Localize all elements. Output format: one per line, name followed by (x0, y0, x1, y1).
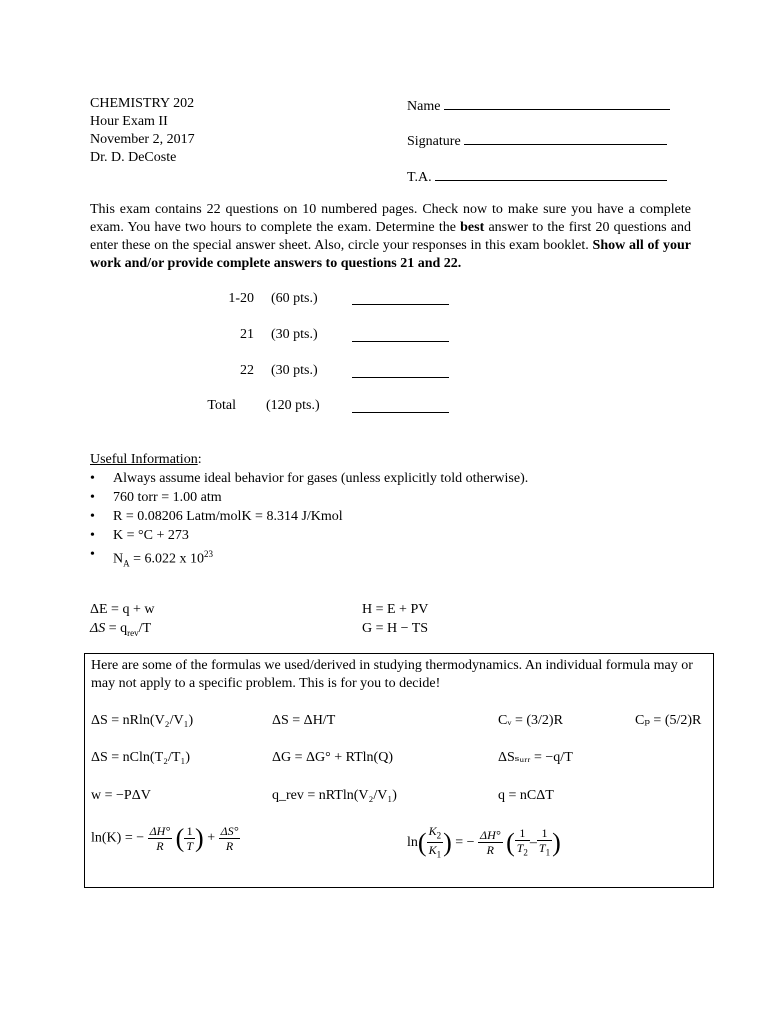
cc-k2: K (428, 824, 437, 838)
vh-dh: ΔH° (149, 824, 171, 838)
list-item: • Always assume ideal behavior for gases (unless explicitly told otherwise). (90, 469, 528, 488)
vh-one: 1 (186, 824, 193, 838)
formula-box (84, 653, 714, 888)
paren-open: ( (175, 823, 185, 853)
paren-close: ) (552, 827, 561, 857)
cc-t1: T (538, 841, 546, 856)
cc-r: R (478, 842, 503, 857)
list-item: • 760 torr = 1.00 atm (90, 488, 528, 507)
score-blank[interactable] (352, 340, 449, 342)
cc-t2: T (516, 841, 524, 856)
eq-entropy (90, 620, 151, 642)
formula-work: w = −PΔV (91, 788, 151, 803)
score-points: (30 pts.) (271, 363, 318, 378)
instructions-paragraph (90, 201, 691, 273)
name-label: Name (407, 99, 441, 114)
course-title: CHEMISTRY 202 (90, 96, 195, 111)
vh-r2: R (219, 838, 241, 853)
signature-field[interactable] (407, 130, 667, 151)
score-total-blank[interactable] (352, 411, 449, 413)
list-item: • R = 0.08206 Latm/molK = 8.314 J/Kmol (90, 507, 528, 526)
formula-van-t-hoff (91, 824, 240, 853)
score-label: 21 (240, 327, 254, 342)
cc-frac-k (427, 824, 444, 862)
signature-label: Signature (407, 134, 461, 149)
formula-heat: q = nCΔT (498, 788, 554, 803)
signature-line[interactable] (464, 130, 667, 145)
paren-open: ( (506, 827, 515, 857)
vh-t: T (186, 839, 194, 853)
vh-ds: ΔS° (220, 824, 239, 838)
ta-label: T.A. (407, 170, 432, 185)
avogadro-value: = 6.022 x 10 (129, 551, 205, 567)
cc-k2-sub: 2 (436, 830, 442, 841)
vh-r: R (148, 838, 173, 853)
score-blank[interactable] (352, 303, 449, 305)
cc-t2-sub: 2 (523, 847, 528, 858)
formula-gibbs-q: ΔG = ΔG° + RTln(Q) (272, 750, 393, 765)
avogadro-n: N (113, 551, 124, 567)
cc-k1: K (428, 843, 437, 858)
vh-minus: − (136, 830, 145, 846)
instructor: Dr. D. DeCoste (90, 150, 177, 165)
cc-dh: ΔH° (480, 828, 501, 843)
paren-open: ( (417, 827, 427, 857)
paren-close: ) (443, 827, 452, 857)
eq-enthalpy: H = E + PV (362, 602, 429, 617)
intro-bold-best: best (460, 220, 485, 235)
paren-close: ) (195, 823, 204, 853)
cc-dash: – (529, 834, 537, 850)
name-field[interactable] (407, 95, 670, 116)
formula-entropy-volume: ΔS = nRln(V₂/V₁) (91, 713, 194, 728)
vh-plus: + (207, 830, 216, 846)
formula-box-intro: Here are some of the formulas we used/derived in studying thermodynamics. An individual formula may or may not apply to a specific problem. This is for you to decide! (91, 658, 693, 691)
score-total-label: Total (207, 398, 236, 413)
formula-qrev: q_rev = nRTln(V₂/V₁) (272, 788, 397, 803)
cc-t1-sub: 1 (545, 847, 551, 858)
cc-ln: ln (407, 834, 418, 850)
cc-eq: = − (455, 834, 475, 850)
eq-entropy-sub: rev (127, 627, 139, 638)
ta-field[interactable] (407, 166, 667, 187)
useful-info-heading-line: Useful Information: (90, 452, 202, 467)
vh-frac-dh (148, 824, 173, 853)
score-blank[interactable] (352, 376, 449, 378)
score-total-points: (120 pts.) (266, 398, 320, 413)
eq-entropy-rhs: = q (105, 621, 128, 636)
formula-entropy-surr: ΔSₛᵤᵣᵣ = −q/T (498, 750, 573, 765)
intro-text-a: This exam contains 22 questions on 10 numbered pages. Check now to make sure you have a complete exam. You have two hours to complete the exam. Determine the (90, 202, 691, 235)
exam-title: Hour Exam II (90, 114, 168, 129)
cc-k1-sub: 1 (436, 849, 442, 860)
eq-entropy-sym: ΔS (90, 621, 106, 636)
cc-one: 1 (519, 826, 526, 841)
eq-entropy-tail: /T (138, 621, 152, 636)
eq-energy: ΔE = q + w (90, 602, 155, 617)
formula-cp: Cₚ = (5/2)R (635, 713, 702, 728)
avogadro-sub: A (123, 558, 130, 569)
eq-gibbs: G = H − TS (362, 621, 429, 636)
formula-cv: Cᵥ = (3/2)R (498, 713, 563, 728)
cc-frac-dh (478, 828, 503, 857)
formula-entropy-phase: ΔS = ΔH/T (272, 713, 336, 728)
vh-lhs: ln(K) = (91, 830, 133, 846)
list-item-avogadro (90, 545, 528, 573)
ta-line[interactable] (435, 166, 667, 181)
score-points: (30 pts.) (271, 327, 318, 342)
exam-date: November 2, 2017 (90, 132, 195, 147)
intro-text-b: answer to the first 20 questions and enter these on the special answer sheet. Also, circle your responses in this exam booklet. (90, 220, 691, 253)
cc-one2: 1 (541, 826, 548, 841)
intro-bold-show-work: Show all of your work and/or provide complete answers to questions 21 and 22. (90, 238, 691, 271)
score-label: 1-20 (228, 291, 254, 306)
list-item: • K = °C + 273 (90, 526, 528, 545)
formula-entropy-temp: ΔS = nCln(T₂/T₁) (91, 750, 190, 765)
cc-frac-t1 (537, 826, 552, 859)
score-points: (60 pts.) (271, 291, 318, 306)
useful-info-list (90, 469, 528, 573)
formula-two-point (407, 824, 561, 862)
score-label: 22 (240, 363, 254, 378)
avogadro-exp: 23 (204, 549, 214, 559)
vh-frac-t (184, 824, 195, 853)
useful-info-heading: Useful Information (90, 452, 198, 467)
name-line[interactable] (444, 95, 670, 110)
vh-frac-ds (219, 824, 241, 853)
cc-frac-t2 (515, 826, 530, 859)
